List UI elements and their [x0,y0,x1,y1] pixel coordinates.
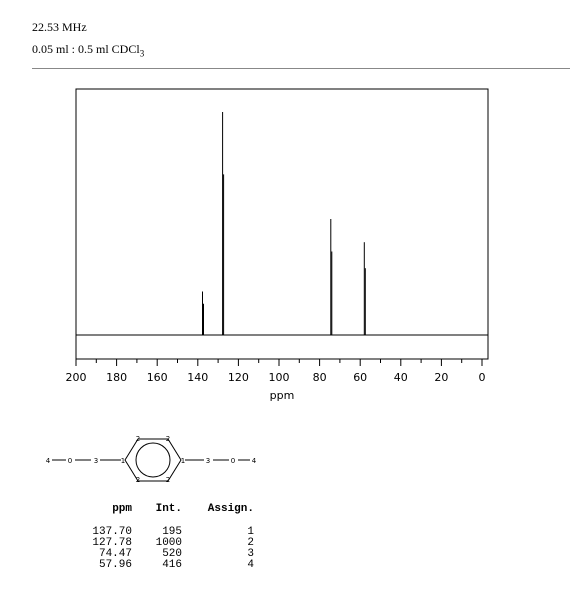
table-row [68,560,254,571]
x-tick-label: 60 [353,371,368,384]
cell-assign: 3 [247,548,254,560]
structure-bonds [52,439,250,481]
cell-ppm: 137.70 [92,526,132,538]
cell-assign: 2 [247,537,254,549]
cell-int: 195 [162,526,182,538]
table-row [68,549,254,560]
x-tick-label: 140 [187,371,209,384]
peak-table-header [68,503,254,527]
cell-int: 520 [162,548,182,560]
header-int: Int. [155,503,182,515]
x-tick-label: 160 [146,371,168,384]
spectrometer-frequency: 22.53 MHz [32,20,87,34]
cell-ppm: 74.47 [98,548,132,560]
x-axis-label: ppm [269,389,295,402]
x-tick-label: 120 [227,371,249,384]
header-ppm: ppm [112,503,132,515]
cell-assign: 1 [247,526,254,538]
peak-table [68,503,254,571]
structure-label: 0 [230,457,236,465]
cell-ppm: 127.78 [92,537,132,549]
x-tick-label: 40 [393,371,408,384]
structure-label: 2 [135,476,141,484]
cell-assign: 4 [247,559,254,571]
structure-label: 2 [165,476,171,484]
sample-text: 0.05 ml : 0.5 ml CDCl [32,42,140,56]
cell-int: 416 [162,559,182,571]
structure-label: 0 [67,457,73,465]
structure-label: 4 [45,457,51,465]
structure-label: 4 [251,457,257,465]
table-row [68,538,254,549]
structure-label: 1 [180,457,186,465]
header-assign: Assign. [207,503,254,515]
x-tick-label: 100 [268,371,290,384]
x-tick-label: 20 [434,371,449,384]
structure-label: 3 [93,457,99,465]
cell-ppm: 57.96 [98,559,132,571]
structure-label: 2 [135,435,141,443]
x-tick-label: 0 [478,371,486,384]
x-tick-label: 180 [106,371,128,384]
x-tick-label: 200 [65,371,87,384]
structure-label: 3 [205,457,211,465]
x-tick-label: 80 [312,371,327,384]
sample-subscript: 3 [139,48,145,59]
cell-int: 1000 [155,537,182,549]
structure-label: 2 [165,435,171,443]
structure-label: 1 [120,457,126,465]
